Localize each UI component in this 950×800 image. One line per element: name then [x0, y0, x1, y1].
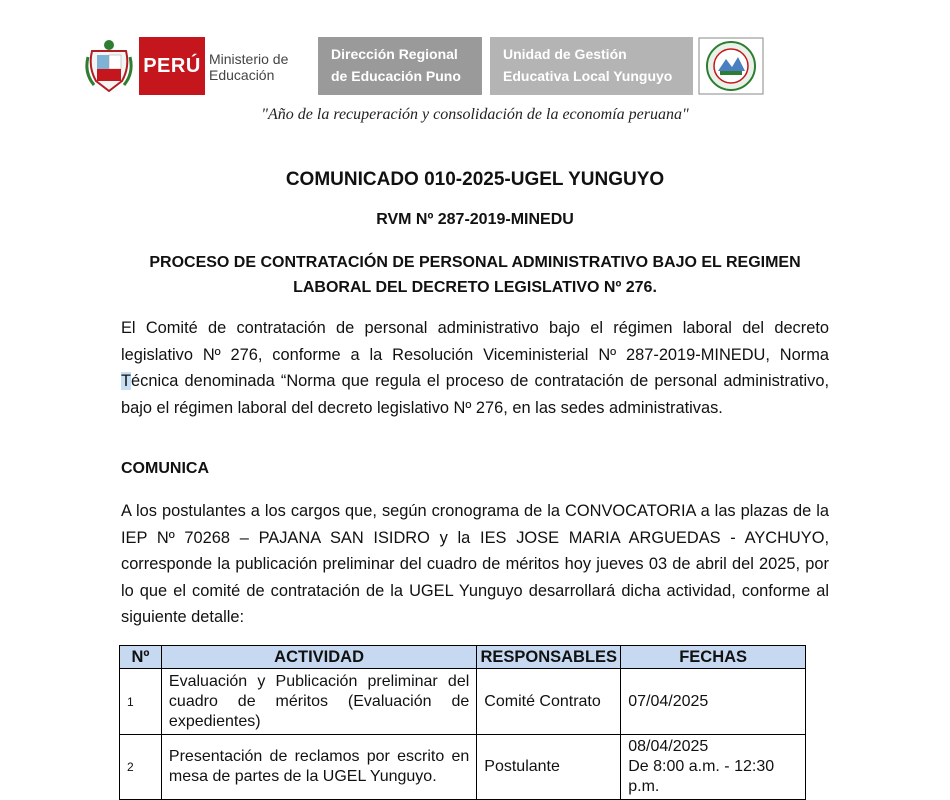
- subtitle-line2: LABORAL DEL DECRETO LEGISLATIVO Nº 276.: [293, 279, 657, 296]
- direccion-line1: Dirección Regional: [331, 46, 458, 62]
- ugel-block: [490, 37, 693, 95]
- table-header-row: [120, 646, 806, 669]
- col-header-fechas: FECHAS: [621, 646, 806, 669]
- minedu-logo: [139, 37, 292, 95]
- row-fecha-hours: De 8:00 a.m. - 12:30 p.m.: [628, 758, 775, 795]
- row-responsables: Comité Contrato: [477, 669, 621, 735]
- year-motto: "Año de la recuperación y consolidación de la economía peruana": [261, 106, 689, 123]
- intro-paragraph: [121, 315, 829, 421]
- direccion-line2: de Educación Puno: [331, 68, 461, 84]
- row-num: 2: [120, 735, 162, 800]
- direccion-regional-block: [318, 37, 482, 95]
- row-actividad: Evaluación y Publicación preliminar del cuadro de méritos (Evaluación de expedientes): [161, 669, 476, 735]
- ugel-yunguyo-seal-icon: [698, 37, 764, 95]
- table-row: [120, 735, 806, 800]
- detail-paragraph: A los postulantes a los cargos que, según cronograma de la CONVOCATORIA a las plazas de la IEP Nº 70268 – PAJANA SAN ISIDRO y la IES JOSE MARIA ARGUEDAS - AYCHUYO, corresponde la publicación preliminar del cuadro de méritos hoy jueves 03 de abril del 2025, por lo que el comité de contratación de la UGEL Yunguyo desarrollará dicha actividad, conforme al siguiente detalle:: [121, 502, 829, 626]
- communique-title: COMUNICADO 010-2025-UGEL YUNGUYO: [285, 169, 665, 190]
- row-actividad: Presentación de reclamos por escrito en mesa de partes de la UGEL Yunguyo.: [161, 735, 476, 800]
- process-subtitle: [0, 250, 950, 300]
- peru-label: PERÚ: [139, 37, 205, 95]
- row-fecha-date: 08/04/2025: [628, 738, 709, 755]
- ministerio-label: Ministerio de Educación: [209, 51, 289, 83]
- col-header-responsables: RESPONSABLES: [477, 646, 621, 669]
- schedule-table: [119, 645, 806, 800]
- ugel-line2: Educativa Local Yunguyo: [503, 68, 673, 84]
- subtitle-line1: PROCESO DE CONTRATACIÓN DE PERSONAL ADMINISTRATIVO BAJO EL REGIMEN: [149, 254, 801, 271]
- row-responsables: Postulante: [477, 735, 621, 800]
- col-header-actividad: ACTIVIDAD: [161, 646, 476, 669]
- peru-coat-of-arms-icon: [84, 37, 134, 95]
- row-fecha-date: 07/04/2025: [628, 692, 709, 710]
- table-row: [120, 669, 806, 735]
- row-num: 1: [120, 669, 162, 735]
- col-header-num: Nº: [120, 646, 162, 669]
- ugel-line1: Unidad de Gestión: [503, 46, 627, 62]
- row-fecha: [621, 669, 806, 735]
- comunica-heading: COMUNICA: [121, 460, 209, 477]
- row-fecha: [621, 735, 806, 800]
- intro-text-a: El Comité de contratación de personal administrativo bajo el régimen laboral del decreto legislativo Nº 276, conforme a la Resolución Viceministerial Nº 287-2019-MINEDU, Norma: [121, 319, 829, 364]
- rvm-reference: RVM Nº 287-2019-MINEDU: [376, 211, 574, 228]
- text-cursor-highlight: T: [121, 372, 132, 390]
- intro-text-b: écnica denominada “Norma que regula el proceso de contratación de personal administrativo, bajo el régimen laboral del decreto legislativo Nº 276, en las sedes administrativas.: [121, 372, 829, 417]
